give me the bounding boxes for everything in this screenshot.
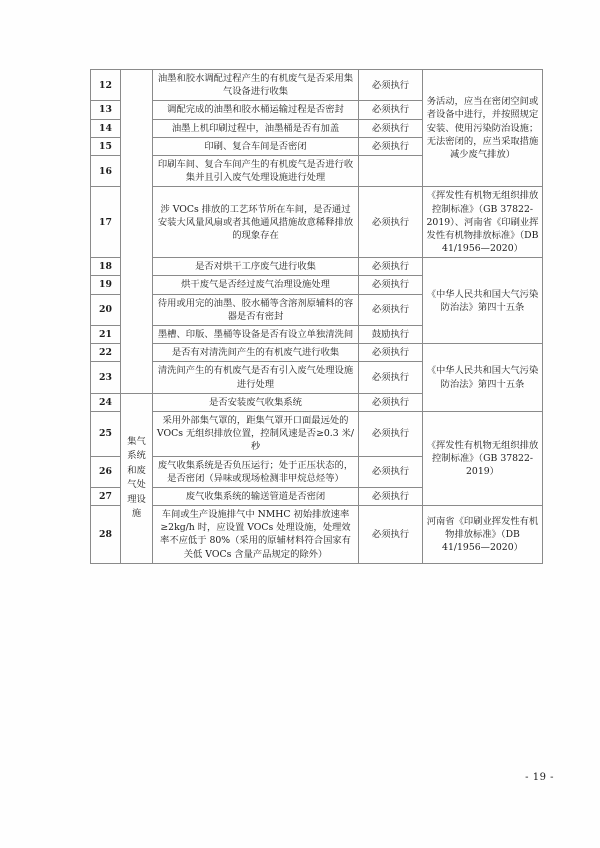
row-description: 车间或生产设施排气中 NMHC 初始排放速率≥2kg/h 时，应设置 VOCs 处理设施，处理效率不应低于 80%（采用的原辅材料符合国家有关低 VOCs 含量产品规定的除外）: [153, 506, 359, 564]
row-number: 17: [91, 187, 121, 258]
row-number: 25: [91, 411, 121, 456]
row-execution: 必须执行: [359, 70, 423, 101]
row-number: 27: [91, 487, 121, 505]
row-description: 是否对烘干工序废气进行收集: [153, 258, 359, 276]
row-description: 烘干废气是否经过废气治理设施处理: [153, 276, 359, 294]
row-execution: 必须执行: [359, 137, 423, 155]
row-number: 12: [91, 70, 121, 101]
row-number: 13: [91, 101, 121, 119]
reference-cell: 务活动，应当在密闭空间或者设备中进行，并按照规定安装、使用污染防治设施；无法密闭的，应当采取措施减少废气排放）: [423, 70, 543, 187]
row-description: 油墨上机印刷过程中，油墨桶是否有加盖: [153, 119, 359, 137]
category-cell-empty: [121, 70, 153, 394]
reference-cell: 《挥发性有机物无组织排放控制标准》（GB 37822-2019）: [423, 411, 543, 505]
row-number: 18: [91, 258, 121, 276]
row-number: 23: [91, 362, 121, 393]
reference-cell: 河南省《印刷业挥发性有机物排放标准》（DB 41/1956—2020）: [423, 506, 543, 564]
checklist-table: [90, 69, 543, 564]
row-description: 采用外部集气罩的，距集气罩开口面最远处的 VOCs 无组织排放位置，控制风速是否≥0.3 米/秒: [153, 411, 359, 456]
reference-cell: 《中华人民共和国大气污染防治法》第四十五条: [423, 344, 543, 412]
row-number: 22: [91, 344, 121, 362]
row-description: 是否有对清洗间产生的有机废气进行收集: [153, 344, 359, 362]
row-description: 废气收集系统是否负压运行；处于正压状态的，是否密闭（异味或现场检测非甲烷总烃等）: [153, 456, 359, 487]
table-row: [91, 70, 543, 101]
row-description: 是否安装废气收集系统: [153, 393, 359, 411]
row-description: 清洗间产生的有机废气是否有引入废气处理设施进行处理: [153, 362, 359, 393]
category-cell: [121, 393, 153, 563]
table-row: [91, 187, 543, 258]
row-execution: 必须执行: [359, 258, 423, 276]
category-label: 集气系统和废气处理设施: [127, 436, 146, 520]
reference-cell: 《挥发性有机物无组织排放控制标准》（GB 37822-2019）、河南省《印刷业挥发性有机物排放标准》（DB 41/1956—2020）: [423, 187, 543, 258]
row-execution: 鼓励执行: [359, 326, 423, 344]
row-execution: 必须执行: [359, 362, 423, 393]
row-number: 14: [91, 119, 121, 137]
row-description: 涉 VOCs 排放的工艺环节所在车间，是否通过安装大风量风扇或者其他通风措施故意稀释排放的现象存在: [153, 187, 359, 258]
row-execution: 必须执行: [359, 187, 423, 258]
row-execution: 必须执行: [359, 411, 423, 456]
row-execution: 必须执行: [359, 456, 423, 487]
row-execution: 必须执行: [359, 294, 423, 325]
row-execution: 必须执行: [359, 101, 423, 119]
table-row: [91, 344, 543, 362]
row-number: 28: [91, 506, 121, 564]
table-row: [91, 506, 543, 564]
row-execution: 必须执行: [359, 344, 423, 362]
row-description: 调配完成的油墨和胶水桶运输过程是否密封: [153, 101, 359, 119]
table-row: [91, 411, 543, 456]
row-number: 26: [91, 456, 121, 487]
row-execution: 必须执行: [359, 506, 423, 564]
reference-cell: 《中华人民共和国大气污染防治法》第四十五条: [423, 258, 543, 344]
row-number: 15: [91, 137, 121, 155]
row-description: 油墨和胶水调配过程产生的有机废气是否采用集气设备进行收集: [153, 70, 359, 101]
row-description: 待用或用完的油墨、胶水桶等含溶剂原辅料的容器是否有密封: [153, 294, 359, 325]
page-number: - 19 -: [525, 772, 554, 783]
row-number: 21: [91, 326, 121, 344]
row-execution: 必须执行: [359, 119, 423, 137]
row-execution: 必须执行: [359, 276, 423, 294]
table-row: [91, 258, 543, 276]
row-execution: [359, 155, 423, 186]
row-execution: 必须执行: [359, 393, 423, 411]
row-number: 16: [91, 155, 121, 186]
row-number: 20: [91, 294, 121, 325]
row-execution: 必须执行: [359, 487, 423, 505]
row-description: 废气收集系统的输送管道是否密闭: [153, 487, 359, 505]
row-number: 19: [91, 276, 121, 294]
row-number: 24: [91, 393, 121, 411]
row-description: 印刷、复合车间是否密闭: [153, 137, 359, 155]
row-description: 墨槽、印版、墨桶等设备是否有设立单独清洗间: [153, 326, 359, 344]
row-description: 印刷车间、复合车间产生的有机废气是否进行收集并且引入废气处理设施进行处理: [153, 155, 359, 186]
